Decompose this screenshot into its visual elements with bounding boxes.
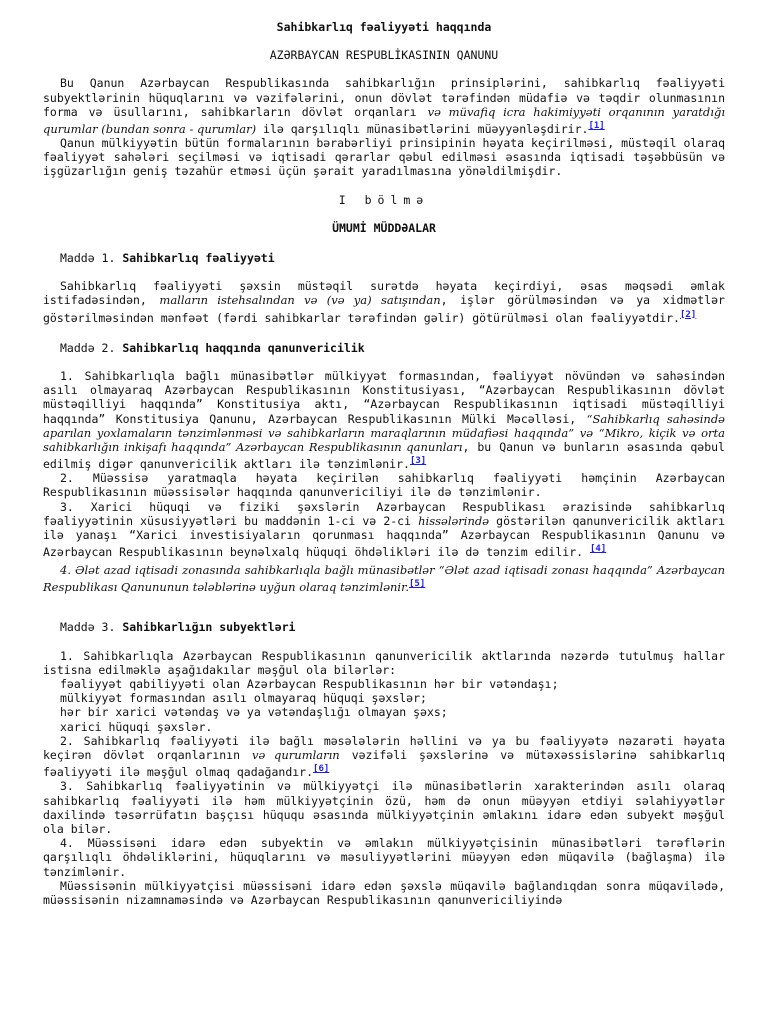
list-item: hər bir xarici vətəndaş və ya vətəndaşlığı olmayan şəxs; (60, 705, 448, 720)
document-subtitle: AZƏRBAYCAN RESPUBLİKASININ QANUNU (269, 48, 499, 63)
list-item: xarici hüquqi şəxslər. (60, 719, 213, 734)
article-2-clause-2: 2. Müəssisə yaratmaqla həyata keçirilən sahibkarlıq fəaliyyəti həmçinin Azərbaycan Respublikasının müəssisələr haqqında qanunvericiliyi ilə də tənzimlənir. (43, 471, 725, 500)
section-heading: I bölmə (338, 192, 430, 207)
article-3-clause-4: 4. Müəssisəni idarə edən subyektin və əmlakın mülkiyyətçisinin münasibətləri tərəflərin qarşılıqlı öhdəliklərini, hüquqlarını və məsuliyyətlərini müəyyən edən müqavilə (bağlaşma) ilə tənzimlənir. (43, 836, 725, 879)
footnote-link-2[interactable]: [2] (679, 309, 697, 320)
list-item: fəaliyyət qabiliyyəti olan Azərbaycan Respublikasının hər bir vətəndaşı; (60, 677, 559, 692)
document-page (43, 14, 725, 907)
article-3-clause-2: 2. Sahibkarlıq fəaliyyəti ilə bağlı məsələlərin həllini və ya bu fəaliyyətə nəzarəti həyata keçirən dövlət orqanlarının və qurumların vəzifəli şəxslərinə və mütəxəssislərinə sahibkarlıq fəaliyyəti ilə məşğul olmaq qadağandır.[6] (43, 733, 725, 780)
intro-paragraph-2: Qanun mülkiyyətin bütün formalarının bərabərliyi prinsipinin həyata keçirilməsi, müstəqil olaraq fəaliyyət sahələri seçilməsi və iqtisadi qərarlar qəbul edilməsi əsasında iqtisadi təşəbbüsün və işgüzarlığın geniş təzahür etməsi üçün şərait yaradılmasına yönəldilmişdir. (43, 136, 725, 179)
article-3-clause-3: 3. Sahibkarlıq fəaliyyətinin və mülkiyyətçi ilə münasibətlərin xarakterindən asılı olaraq sahibkarlıq fəaliyyəti ilə həm mülkiyyətçinin özü, həm də onun müəyyən etdiyi səlahiyyətlər daxilində təsərrüfatın başçısı hüququ əsasında mülkiyyətçinin əmlakını idarə edən subyekt məşğul ola bilər. (43, 779, 725, 836)
footnote-link-1[interactable]: [1] (588, 121, 605, 132)
article-3-list (43, 677, 725, 734)
list-item: mülkiyyət formasından asılı olmayaraq hüquqi şəxslər; (60, 691, 427, 706)
footnote-link-6[interactable]: [6] (313, 764, 330, 775)
article-1-heading: Maddə 1. Sahibkarlıq fəaliyyəti (60, 251, 275, 266)
article-2-heading: Maddə 2. Sahibkarlıq haqqında qanunvericilik (60, 340, 365, 355)
section-title: ÜMUMİ MÜDDƏALAR (332, 220, 436, 235)
article-1-text: Sahibkarlıq fəaliyyəti şəxsin müstəqil surətdə həyata keçirdiyi, əsas məqsədi əmlak istifadəsindən, malların istehsalından və (və ya) satışından, işlər görülməsindən və ya xidmətlər göstərilməsindən mənfəət (fərdi sahibkarlar tərəfindən gəlir) götürülməsi olan fəaliyyətdir.[2] (43, 279, 725, 325)
footnote-link-5[interactable]: [5] (409, 579, 426, 590)
article-2-clause-4: 4. Ələt azad iqtisadi zonasında sahibkarlıqla bağlı münasibətlər “Ələt azad iqtisadi zonası haqqında” Azərbaycan Respublikası Qanununun tələblərinə uyğun olaraq tənzimlənir.[5] (43, 563, 725, 595)
footnote-link-3[interactable]: [3] (409, 456, 427, 467)
article-2-clause-1: 1. Sahibkarlıqla bağlı münasibətlər mülkiyyət formasından, fəaliyyət növündən və sahəsindən asılı olmayaraq Azərbaycan Respublikasının Konstitusiyası, “Azərbaycan Respublikasının dövlət müstəqilliyi haqqında” Konstitusiya aktı, “Azərbaycan Respublikasının iqtisadi müstəqilliyi haqqında” Konstitusiya Qanunu, Azərbaycan Respublikasının Mülki Məcəlləsi, “Sahibkarlıq sahəsində aparılan yoxlamaların tənzimlənməsi və sahibkarların maraqlarının müdafiəsi haqqında” və “Mikro, kiçik və orta sahibkarlığın inkişafı haqqında” Azərbaycan Respublikasının qanunları, bu Qanun və bunların əsasında qəbul edilmiş digər qanunvericilik aktları ilə tənzimlənir.[3] (43, 368, 725, 471)
article-2-clause-3: 3. Xarici hüquqi və fiziki şəxslərin Azərbaycan Respublikası ərazisində sahibkarlıq fəaliyyətinin xüsusiyyətləri bu maddənin 1-ci və 2-ci hissələrində göstərilən qanunvericilik aktları ilə yanaşı “Xarici investisiyaların qorunması haqqında” Azərbaycan Respublikasının Qanunu və Azərbaycan Respublikasının beynəlxalq hüquqi öhdəlikləri ilə də tənzim edilir. [4] (43, 499, 725, 559)
intro-paragraph-1: Bu Qanun Azərbaycan Respublikasında sahibkarlığın prinsiplərini, sahibkarlıq fəaliyyəti subyektlərinin hüquqlarını və vəzifələrini, onun dövlət tərəfindən müdafiə və təqdir olunmasının forma və üsullarını, sahibkarların dövlət orqanları və müvafiq icra hakimiyyəti orqanının yaratdığı qurumlar (bundan sonra - qurumlar) ilə qarşılıqlı münasibətlərini müəyyənləşdirir.[1] (43, 76, 725, 136)
document-title: Sahibkarlıq fəaliyyəti haqqında (276, 20, 492, 34)
article-3-heading: Maddə 3. Sahibkarlığın subyektləri (60, 620, 296, 635)
article-3-clause-5: Müəssisənin mülkiyyətçisi müəssisəni idarə edən şəxslə müqavilə bağlandıqdan sonra müqavilədə, müəssisənin nizamnaməsində və Azərbaycan Respublikasının qanunvericiliyində (43, 878, 725, 907)
article-3-clause-1: 1. Sahibkarlıqla Azərbaycan Respublikasının qanunvericilik aktlarında nəzərdə tutulmuş hallar istisna edilməklə aşağıdakılar məşğul ola bilərlər: (43, 648, 725, 677)
footnote-link-4[interactable]: [4] (589, 544, 607, 555)
